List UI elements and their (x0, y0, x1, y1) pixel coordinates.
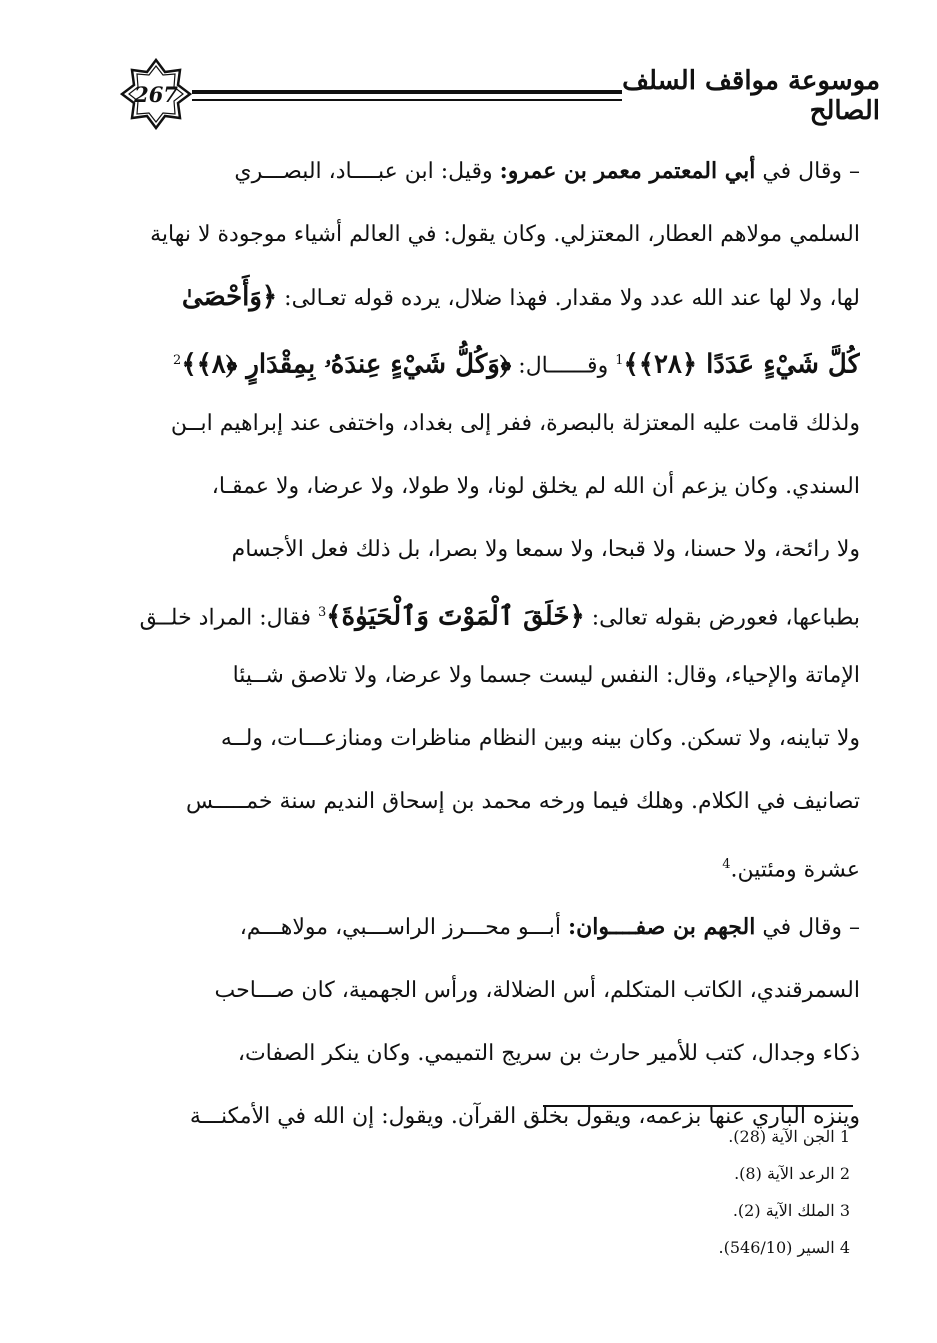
footnote-ref: 3 (318, 605, 327, 620)
text-segment: ذكاء وجدال، كتب للأمير حارث بن سريج التميمي. وكان ينكر الصفات، (237, 1041, 860, 1066)
text-segment: ولذلك قامت عليه المعتزلة بالبصرة، ففر إلى بغداد، واختفى عند إبراهيم ابــن (170, 411, 860, 436)
page-number-badge (120, 58, 192, 130)
footnote: 2 الرعد الآية (8). (734, 1164, 850, 1183)
text-line (120, 644, 860, 707)
text-line (120, 518, 860, 581)
text-line (120, 266, 860, 329)
page-number: 267 (134, 81, 178, 107)
quran-quote: ﴿خَلَقَ ٱلْمَوْتَ وَٱلْحَيَوٰةَ﴾ (326, 601, 585, 632)
text-line (120, 581, 860, 644)
header-rule-thin (192, 100, 622, 101)
text-line (120, 959, 860, 1022)
quran-quote: ﴿وَكُلُّ شَيْءٍ عِندَهُۥ بِمِقْدَارٍ ﴿٨﴾﴾ (181, 349, 512, 380)
text-line (120, 833, 860, 896)
text-line (120, 140, 860, 203)
text-segment: وقيل: ابن عبــــاد، البصـــري (234, 159, 500, 184)
text-line (120, 392, 860, 455)
footnote-ref: 4 (722, 857, 731, 872)
text-segment: أبي المعتمر معمر بن عمرو: (499, 158, 756, 184)
footnote: 3 الملك الآية (2). (732, 1201, 850, 1220)
text-segment: لها، ولا لها عند الله عدد ولا مقدار. فهذا ضلال، يرده قوله تعـالى: (277, 286, 860, 311)
footnotes (540, 1118, 850, 1266)
text-line (120, 455, 860, 518)
quran-quote: كُلَّ شَيْءٍ عَدَدًا ﴿٢٨﴾﴾ (623, 349, 860, 380)
text-segment: وقــــــال: (511, 353, 616, 379)
text-line (120, 770, 860, 833)
book-title: موسوعة مواقف السلف الصالح (622, 66, 880, 126)
text-line (120, 707, 860, 770)
text-segment: السمرقندي، الكاتب المتكلم، أس الضلالة، ورأس الجهمية، كان صـــاحب (214, 978, 860, 1003)
text-segment: السندي. وكان يزعم أن الله لم يخلق لونا، ولا طولا، ولا عرضا، ولا عمقـا، (211, 474, 860, 499)
footnote-ref: 2 (173, 353, 182, 368)
text-segment: أبـــو محـــرز الراســـبي، مولاهـــم، (239, 915, 568, 940)
footnote-separator (543, 1105, 853, 1107)
text-segment: – وقال في (755, 915, 860, 940)
text-segment: الإماتة والإحياء، وقال: النفس ليست جسما ولا عرضا، ولا تلاصق شــيئا (232, 663, 860, 688)
text-segment: عشرة ومئتين. (730, 857, 860, 883)
text-segment: ولا تباينه، ولا تسكن. وكان بينه وبين النظام مناظرات ومنازعـــات، ولــه (220, 726, 860, 751)
text-line (120, 1022, 860, 1085)
quran-quote: ﴿وَأَحْصَىٰ (181, 282, 278, 312)
page-header (120, 58, 880, 128)
text-segment: وينزه الباري عنها بزعمه، ويقول بخلق القرآن. ويقول: إن الله في الأمكنـــة (189, 1104, 860, 1129)
header-rule (192, 90, 622, 100)
text-segment: تصانيف في الكلام. وهلك فيما ورخه محمد بن إسحاق النديم سنة خمـــــس (185, 789, 860, 814)
text-segment: – وقال في (755, 159, 860, 184)
text-segment: الجهم بن صفــــوان: (567, 914, 756, 940)
body-text (120, 140, 860, 1148)
text-line (120, 896, 860, 959)
text-segment: فقال: المراد خلــق (139, 605, 318, 631)
footnote-ref: 1 (615, 353, 624, 368)
text-line (120, 203, 860, 266)
footnote: 4 السير (546/10). (718, 1238, 850, 1257)
text-segment: بطباعها، فعورض بقوله تعالى: (584, 605, 860, 631)
text-segment: السلمي مولاهم العطار، المعتزلي. وكان يقول: في العالم أشياء موجودة لا نهاية (150, 222, 860, 247)
text-segment: ولا رائحة، ولا حسنا، ولا قبحا، ولا سمعا ولا بصرا، بل ذلك فعل الأجسام (231, 537, 860, 562)
text-line (120, 329, 860, 392)
footnote: 1 الجن الآية (28). (728, 1127, 850, 1146)
